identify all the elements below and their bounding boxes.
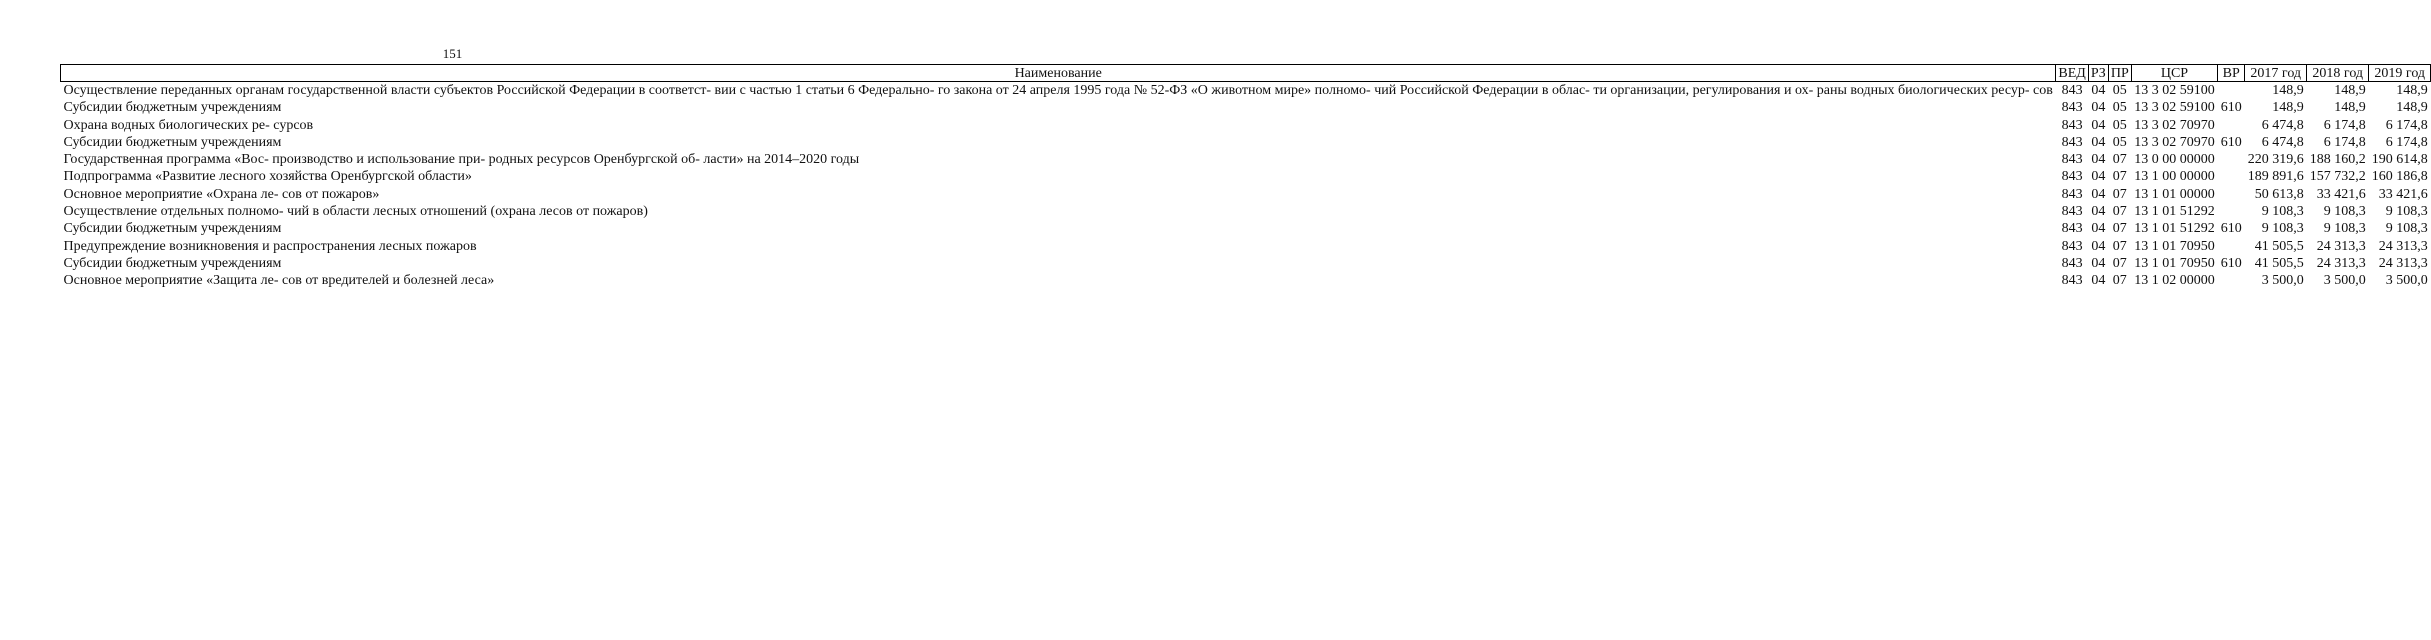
row-rz: 04 <box>2091 117 2106 133</box>
row-csr: 13 1 01 00000 <box>2134 186 2215 202</box>
row-vr: 610 <box>2220 221 2242 237</box>
row-2018: 6 174,8 <box>2323 117 2366 133</box>
row-2018: 188 160,2 <box>2309 152 2366 168</box>
row-2019: 148,9 <box>2396 100 2428 116</box>
table-body <box>61 82 2431 290</box>
row-name: Государственная программа «Вос- производство и использование при- родных ресурсов Оренбургской об- ласти» на 2014–2020 годы <box>63 152 860 168</box>
row-2018: 24 313,3 <box>2316 238 2366 254</box>
row-vr <box>2218 272 2245 289</box>
row-2017: 148,9 <box>2272 100 2304 116</box>
row-2018: 9 108,3 <box>2323 221 2366 237</box>
row-2017: 41 505,5 <box>2254 255 2304 271</box>
row-ved: 843 <box>2061 117 2083 133</box>
row-pr: 07 <box>2112 221 2127 237</box>
row-csr: 13 1 02 00000 <box>2134 273 2215 289</box>
table-row <box>61 238 2431 255</box>
row-rz: 04 <box>2091 204 2106 220</box>
row-vr: 610 <box>2220 255 2242 271</box>
row-ved: 843 <box>2061 169 2083 185</box>
header-2017: 2017 год <box>2245 65 2307 82</box>
row-csr: 13 1 00 00000 <box>2134 169 2215 185</box>
row-csr: 13 1 01 51292 <box>2134 204 2215 220</box>
row-2017: 148,9 <box>2272 83 2304 98</box>
page-number: 151 <box>442 46 463 61</box>
row-ved: 843 <box>2061 134 2083 150</box>
row-2018: 148,9 <box>2334 83 2366 98</box>
row-2018: 157 732,2 <box>2309 169 2366 185</box>
row-2018: 33 421,6 <box>2316 186 2366 202</box>
header-pr: ПР <box>2108 65 2131 82</box>
row-rz: 04 <box>2091 273 2106 289</box>
row-2019: 6 174,8 <box>2385 117 2428 133</box>
row-2019: 6 174,8 <box>2385 134 2428 150</box>
row-rz: 04 <box>2091 83 2106 98</box>
row-rz: 04 <box>2091 152 2106 168</box>
row-vr <box>2218 82 2245 100</box>
row-pr: 05 <box>2112 117 2127 133</box>
row-name: Предупреждение возникновения и распространения лесных пожаров <box>63 238 477 254</box>
row-2017: 41 505,5 <box>2254 238 2304 254</box>
table-row <box>61 203 2431 220</box>
row-2018: 9 108,3 <box>2323 204 2366 220</box>
header-2019: 2019 год <box>2369 65 2431 82</box>
row-name: Основное мероприятие «Защита ле- сов от вредителей и болезней леса» <box>63 273 495 289</box>
table-row <box>61 186 2431 203</box>
row-name: Субсидии бюджетным учреждениям <box>63 221 282 237</box>
row-name: Осуществление отдельных полномо- чий в области лесных отношений (охрана лесов от пожаров) <box>63 204 648 220</box>
row-vr <box>2218 203 2245 220</box>
table-row <box>61 82 2431 100</box>
row-vr <box>2218 186 2245 203</box>
table-row <box>61 220 2431 237</box>
row-rz: 04 <box>2091 100 2106 116</box>
table-row <box>61 134 2431 151</box>
header-vr: ВР <box>2218 65 2245 82</box>
row-ved: 843 <box>2061 83 2083 98</box>
row-csr: 13 3 02 70970 <box>2134 134 2215 150</box>
table-row <box>61 117 2431 134</box>
row-name: Охрана водных биологических ре- сурсов <box>63 117 314 133</box>
row-pr: 05 <box>2112 100 2127 116</box>
row-name: Субсидии бюджетным учреждениям <box>63 100 282 116</box>
row-name: Основное мероприятие «Охрана ле- сов от пожаров» <box>63 186 380 202</box>
row-vr <box>2218 238 2245 255</box>
row-2019: 148,9 <box>2396 83 2428 98</box>
row-ved: 843 <box>2061 255 2083 271</box>
row-2018: 148,9 <box>2334 100 2366 116</box>
row-pr: 07 <box>2112 273 2127 289</box>
row-2017: 6 474,8 <box>2261 134 2304 150</box>
row-ved: 843 <box>2061 221 2083 237</box>
row-pr: 07 <box>2112 169 2127 185</box>
row-2019: 24 313,3 <box>2378 238 2428 254</box>
row-2017: 3 500,0 <box>2261 273 2304 289</box>
row-pr: 07 <box>2112 152 2127 168</box>
row-vr: 610 <box>2220 100 2242 116</box>
table-row <box>61 168 2431 185</box>
row-csr: 13 3 02 59100 <box>2134 100 2215 116</box>
row-rz: 04 <box>2091 255 2106 271</box>
row-2019: 24 313,3 <box>2378 255 2428 271</box>
row-csr: 13 1 01 70950 <box>2134 238 2215 254</box>
row-2018: 24 313,3 <box>2316 255 2366 271</box>
header-ved: ВЕД <box>2056 65 2088 82</box>
row-2018: 3 500,0 <box>2323 273 2366 289</box>
row-2019: 160 186,8 <box>2371 169 2428 185</box>
row-name: Подпрограмма «Развитие лесного хозяйства Оренбургской области» <box>63 169 472 185</box>
row-csr: 13 1 01 51292 <box>2134 221 2215 237</box>
table-header <box>61 65 2431 82</box>
row-pr: 07 <box>2112 186 2127 202</box>
row-vr <box>2218 117 2245 134</box>
row-vr: 610 <box>2220 134 2242 150</box>
row-2017: 50 613,8 <box>2254 186 2304 202</box>
row-2017: 6 474,8 <box>2261 117 2304 133</box>
row-2017: 9 108,3 <box>2261 221 2304 237</box>
row-csr: 13 3 02 70970 <box>2134 117 2215 133</box>
row-pr: 07 <box>2112 204 2127 220</box>
row-ved: 843 <box>2061 204 2083 220</box>
table-row <box>61 255 2431 272</box>
row-2019: 33 421,6 <box>2378 186 2428 202</box>
header-rz: РЗ <box>2088 65 2108 82</box>
header-csr: ЦСР <box>2131 65 2218 82</box>
row-vr <box>2218 168 2245 185</box>
table-row <box>61 151 2431 168</box>
row-pr: 07 <box>2112 238 2127 254</box>
row-2019: 9 108,3 <box>2385 221 2428 237</box>
header-2018: 2018 год <box>2307 65 2369 82</box>
row-ved: 843 <box>2061 186 2083 202</box>
row-2017: 9 108,3 <box>2261 204 2304 220</box>
row-ved: 843 <box>2061 152 2083 168</box>
row-csr: 13 1 01 70950 <box>2134 255 2215 271</box>
row-2019: 3 500,0 <box>2385 273 2428 289</box>
row-name: Осуществление переданных органам государственной власти субъектов Российской Федерации в соответст- вии с частью 1 статьи 6 Федерально- го закона от 24 апреля 1995 года № 52-ФЗ «О животном мире» полномо- чий Российской Федерации в облас- ти организации, регулирования и ох- раны водных биологических ресур- сов <box>63 83 2053 98</box>
row-name: Субсидии бюджетным учреждениям <box>63 255 282 271</box>
row-2018: 6 174,8 <box>2323 134 2366 150</box>
budget-table <box>60 64 2431 290</box>
row-vr <box>2218 151 2245 168</box>
row-rz: 04 <box>2091 186 2106 202</box>
row-csr: 13 3 02 59100 <box>2134 83 2215 98</box>
row-ved: 843 <box>2061 100 2083 116</box>
row-pr: 05 <box>2112 83 2127 98</box>
row-name: Субсидии бюджетным учреждениям <box>63 134 282 150</box>
row-rz: 04 <box>2091 134 2106 150</box>
row-rz: 04 <box>2091 169 2106 185</box>
row-csr: 13 0 00 00000 <box>2134 152 2215 168</box>
row-pr: 05 <box>2112 134 2127 150</box>
row-2019: 190 614,8 <box>2371 152 2428 168</box>
row-ved: 843 <box>2061 273 2083 289</box>
row-2017: 189 891,6 <box>2247 169 2304 185</box>
table-row <box>61 272 2431 289</box>
row-rz: 04 <box>2091 221 2106 237</box>
table-row <box>61 99 2431 116</box>
header-name: Наименование <box>61 65 2056 82</box>
row-2019: 9 108,3 <box>2385 204 2428 220</box>
row-2017: 220 319,6 <box>2247 152 2304 168</box>
row-rz: 04 <box>2091 238 2106 254</box>
row-pr: 07 <box>2112 255 2127 271</box>
row-ved: 843 <box>2061 238 2083 254</box>
